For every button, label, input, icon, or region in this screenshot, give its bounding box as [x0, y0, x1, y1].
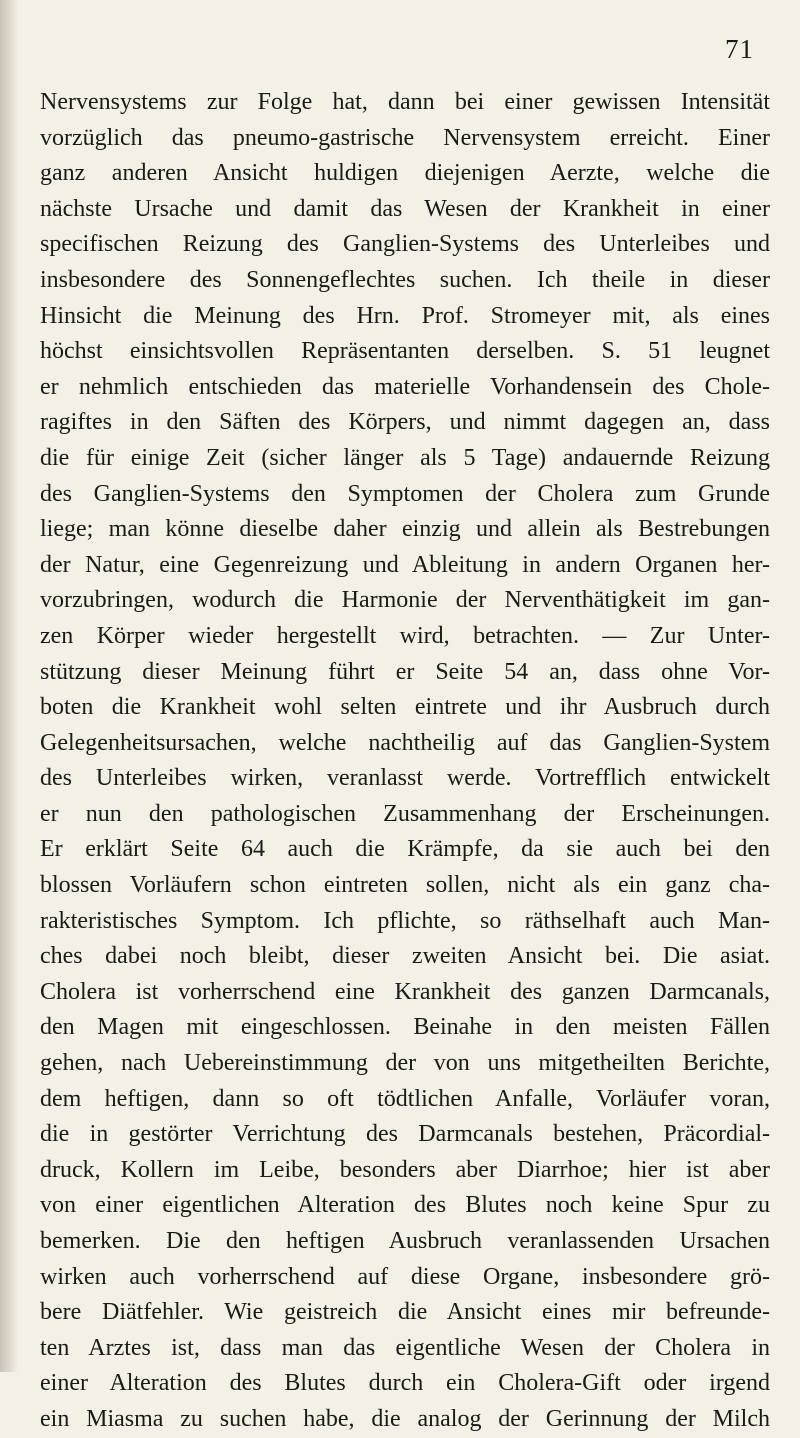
text-line: liege; man könne dieselbe daher einzig und allein als Bestrebungen [40, 516, 770, 543]
text-line: bere Diätfehler. Wie geistreich die Ansicht eines mir befreunde- [40, 1299, 770, 1326]
text-line: specifischen Reizung des Ganglien-Systems des Unterleibes und [40, 231, 770, 258]
text-line: ten Arztes ist, dass man das eigentliche Wesen der Cholera in [40, 1334, 770, 1361]
text-line: dem heftigen, dann so oft tödtlichen Anfalle, Vorläufer voran, [40, 1085, 770, 1112]
text-line: stützung dieser Meinung führt er Seite 54 an, dass ohne Vor- [40, 658, 770, 685]
text-line: Gelegenheitsursachen, welche nachtheilig auf das Ganglien-System [40, 729, 770, 756]
text-line: er nehmlich entschieden das materielle Vorhandensein des Chole- [40, 373, 770, 400]
text-line: der Natur, eine Gegenreizung und Ableitung in andern Organen her- [40, 551, 770, 578]
text-line: ein Miasma zu suchen habe, die analog der Gerinnung der Milch [40, 1405, 770, 1432]
text-line: zen Körper wieder hergestellt wird, betrachten. — Zur Unter- [40, 622, 770, 649]
text-line: Hinsicht die Meinung des Hrn. Prof. Stromeyer mit, als eines [40, 302, 770, 329]
page-gutter [0, 0, 18, 1372]
text-line: den Magen mit eingeschlossen. Beinahe in den meisten Fällen [40, 1014, 770, 1041]
text-line: blossen Vorläufern schon eintreten sollen, nicht als ein ganz cha- [40, 872, 770, 899]
text-line: Nervensystems zur Folge hat, dann bei einer gewissen Intensität [40, 89, 770, 115]
text-line: die für einige Zeit (sicher länger als 5 Tage) andauernde Reizung [40, 444, 770, 471]
text-line: bemerken. Die den heftigen Ausbruch veranlassenden Ursachen [40, 1228, 770, 1254]
text-line: vorzüglich das pneumo-gastrische Nervensystem erreicht. Einer [40, 124, 770, 151]
text-line: Er erklärt Seite 64 auch die Krämpfe, da sie auch bei den [40, 836, 770, 863]
text-line: nächste Ursache und damit das Wesen der Krankheit in einer [40, 195, 770, 222]
text-line: gehen, nach Uebereinstimmung der von uns mitgetheilten Berichte, [40, 1050, 770, 1077]
text-line: wirken auch vorherrschend auf diese Organe, insbesondere grö- [40, 1263, 770, 1290]
text-line: Cholera ist vorherrschend eine Krankheit des ganzen Darmcanals, [40, 978, 770, 1005]
text-line: boten die Krankheit wohl selten eintrete und ihr Ausbruch durch [40, 694, 770, 721]
text-line: insbesondere des Sonnengeflechtes suchen. Ich theile in dieser [40, 266, 770, 293]
text-line: rakteristisches Symptom. Ich pflichte, so räthselhaft auch Man- [40, 907, 770, 934]
text-line: er nun den pathologischen Zusammenhang der Erscheinungen. [40, 800, 770, 827]
text-line: die in gestörter Verrichtung des Darmcanals bestehen, Präcordial- [40, 1121, 770, 1148]
text-line: einer Alteration des Blutes durch ein Cholera-Gift oder irgend [40, 1370, 770, 1397]
text-line: ganz anderen Ansicht huldigen diejenigen Aerzte, welche die [40, 160, 770, 187]
page-number: 71 [725, 34, 754, 64]
text-line: des Unterleibes wirken, veranlasst werde. Vortrefflich entwickelt [40, 765, 770, 792]
text-line: ches dabei noch bleibt, dieser zweiten Ansicht bei. Die asiat. [40, 943, 770, 970]
text-line: ragiftes in den Säften des Körpers, und nimmt dagegen an, dass [40, 409, 770, 436]
text-line: von einer eigentlichen Alteration des Blutes noch keine Spur zu [40, 1192, 770, 1219]
text-line: druck, Kollern im Leibe, besonders aber Diarrhoe; hier ist aber [40, 1156, 770, 1183]
text-line: vorzubringen, wodurch die Harmonie der Nerventhätigkeit im gan- [40, 587, 770, 614]
text-line: des Ganglien-Systems den Symptomen der Cholera zum Grunde [40, 480, 770, 507]
body-text [40, 85, 770, 1438]
text-line: höchst einsichtsvollen Repräsentanten derselben. S. 51 leugnet [40, 338, 770, 365]
